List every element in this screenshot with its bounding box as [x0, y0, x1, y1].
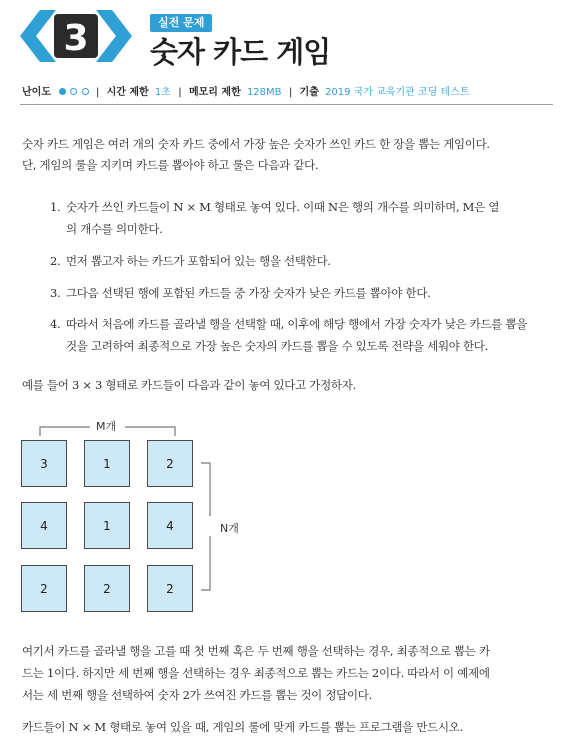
- difficulty-dots: [58, 87, 92, 98]
- difficulty-dot-empty-icon: [70, 88, 77, 95]
- intro-line: 숫자 카드 게임은 여러 개의 숫자 카드 중에서 가장 높은 숫자가 쓰인 카드 한 장을 뽑는 게임이다.: [22, 137, 490, 151]
- right-chevron-icon: [96, 10, 132, 62]
- time-limit-value: 1초: [154, 87, 171, 98]
- n-label: N개: [220, 522, 239, 535]
- n-bracket: [201, 463, 210, 590]
- explanation-line: 드는 1이다. 하지만 세 번째 행을 선택하는 경우 최종적으로 뽑는 카드는 2이다. 따라서 이 예제에: [22, 666, 490, 680]
- page-title: 숫자 카드 게임: [150, 35, 331, 69]
- difficulty-dot-filled-icon: [59, 88, 66, 95]
- chapter-badge: [20, 10, 132, 62]
- closing-line: 카드들이 N × M 형태로 놓여 있을 때, 게임의 룰에 맞게 카드를 뽑는 프로그램을 만드시오.: [22, 720, 463, 734]
- explanation-line: 서는 세 번째 행을 선택하여 숫자 2가 쓰여진 카드를 뽑는 것이 정답이다.: [22, 688, 372, 702]
- intro-line: 단, 게임의 룰을 지키며 카드를 뽑아야 하고 룰은 다음과 같다.: [22, 158, 319, 172]
- header-divider: [20, 104, 553, 105]
- memory-limit-value: 128MB: [246, 87, 282, 98]
- card: 1: [84, 502, 130, 549]
- problem-meta: 난이도 | 시간 제한 1초 | 메모리 제한 128MB | 기출 2019 국가 교육기관 코딩 테스트: [22, 87, 470, 98]
- rule-item: 3. 그다음 선택된 행에 포함된 카드들 중 가장 숫자가 낮은 카드를 뽑아야 한다.: [50, 286, 431, 300]
- badge-number: 3: [63, 18, 89, 59]
- difficulty-label: 난이도: [22, 87, 51, 98]
- rule-item: 1. 숫자가 쓰인 카드들이 N × M 형태로 놓여 있다. 이때 N은 행의 개수를 의미하며, M은 열: [50, 200, 500, 214]
- rule-item-continued: 의 개수를 의미한다.: [66, 222, 163, 236]
- time-limit-label: 시간 제한: [106, 87, 149, 98]
- difficulty-dot-empty-icon: [82, 88, 89, 95]
- card: 4: [21, 502, 67, 549]
- card: 2: [147, 565, 193, 612]
- section-tag: 실전 문제: [150, 14, 212, 32]
- memory-limit-label: 메모리 제한: [188, 87, 241, 98]
- source-value: 2019 국가 교육기관 코딩 테스트: [325, 87, 470, 98]
- card: 4: [147, 502, 193, 549]
- card: 2: [21, 565, 67, 612]
- card: 2: [84, 565, 130, 612]
- left-chevron-icon: [20, 10, 56, 62]
- source-label: 기출: [299, 87, 319, 98]
- rule-item: 4. 따라서 처음에 카드를 골라낼 행을 선택할 때, 이후에 해당 행에서 가장 숫자가 낮은 카드를 뽑을: [50, 317, 528, 331]
- m-label: M개: [96, 420, 117, 433]
- card: 2: [147, 440, 193, 487]
- card: 3: [21, 440, 67, 487]
- card: 1: [84, 440, 130, 487]
- explanation-line: 여기서 카드를 골라낼 행을 고를 때 첫 번째 혹은 두 번째 행을 선택하는 경우, 최종적으로 뽑는 카: [22, 644, 490, 658]
- rule-item: 2. 먼저 뽑고자 하는 카드가 포함되어 있는 행을 선택한다.: [50, 254, 331, 268]
- example-intro: 예를 들어 3 × 3 형태로 카드들이 다음과 같이 놓여 있다고 가정하자.: [22, 378, 356, 392]
- rule-item-continued: 것을 고려하여 최종적으로 가장 높은 숫자의 카드를 뽑을 수 있도록 전략을 세워야 한다.: [66, 339, 488, 353]
